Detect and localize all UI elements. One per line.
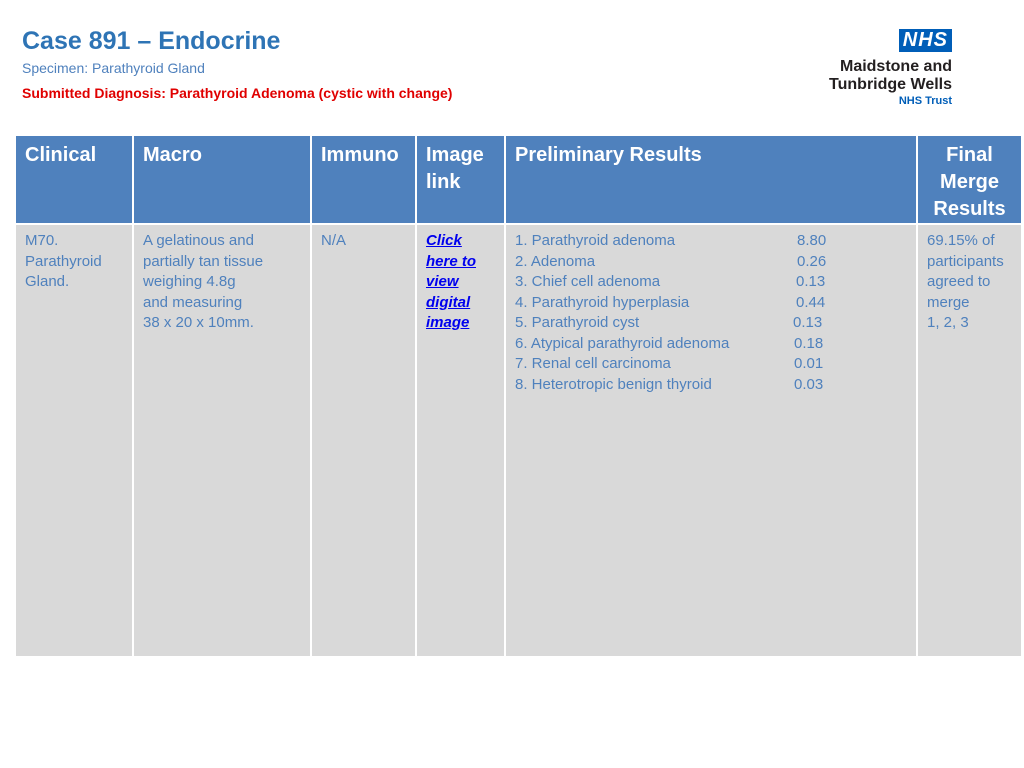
result-score: 0.44 — [796, 293, 826, 311]
result-name: 7. Renal cell carcinoma — [515, 355, 671, 372]
macro-line: weighing 4.8g — [143, 273, 236, 290]
immuno-cell: N/A — [311, 224, 416, 657]
header-macro: Macro — [133, 135, 311, 224]
header-preliminary-results: Preliminary Results — [505, 135, 917, 224]
result-score: 0.01 — [794, 355, 824, 372]
result-score: 0.13 — [796, 273, 826, 290]
org-name-line-1: Maidstone and — [839, 58, 952, 75]
view-digital-image-link[interactable] — [426, 231, 495, 334]
result-item — [515, 231, 907, 252]
image-link-line: digital — [426, 293, 471, 311]
final-line: 69.15% of — [927, 232, 995, 249]
image-link-line: Click — [426, 232, 462, 249]
nhs-trust-logo — [812, 29, 952, 108]
result-item — [515, 375, 907, 396]
image-link-line: here to — [426, 252, 477, 270]
result-score: 8.80 — [797, 232, 827, 249]
case-header — [22, 26, 452, 102]
macro-line: 38 x 20 x 10mm. — [143, 314, 254, 331]
result-score: 0.13 — [793, 314, 823, 331]
result-name: 6. Atypical parathyroid adenoma — [515, 334, 730, 352]
table-row — [15, 224, 1022, 657]
page-title: Case 891 – Endocrine — [22, 27, 281, 55]
header-image-link: Image link — [416, 135, 505, 224]
clinical-line: Parathyroid — [25, 252, 102, 270]
result-score: 0.26 — [797, 252, 827, 270]
macro-line: partially tan tissue — [143, 252, 264, 270]
preliminary-results-cell — [505, 224, 917, 657]
result-score: 0.18 — [794, 334, 824, 352]
image-link-cell — [416, 224, 505, 657]
image-link-line: image — [426, 314, 470, 331]
result-name: 1. Parathyroid adenoma — [515, 232, 676, 249]
result-score: 0.03 — [794, 375, 824, 393]
result-name: 3. Chief cell adenoma — [515, 273, 661, 290]
result-item — [515, 272, 907, 293]
result-name: 5. Parathyroid cyst — [515, 314, 640, 331]
macro-line: A gelatinous and — [143, 232, 254, 249]
result-name: 2. Adenoma — [515, 252, 596, 270]
final-line: participants — [927, 252, 1004, 270]
table-header-row — [15, 135, 1022, 224]
result-item — [515, 252, 907, 273]
result-item — [515, 354, 907, 375]
result-item — [515, 313, 907, 334]
trust-label: NHS Trust — [898, 95, 952, 107]
header-immuno: Immuno — [311, 135, 416, 224]
macro-line: and measuring — [143, 293, 243, 311]
case-table — [14, 134, 1023, 658]
nhs-badge: NHS — [899, 29, 952, 52]
result-name: 8. Heterotropic benign thyroid — [515, 375, 712, 393]
clinical-line: Gland. — [25, 273, 70, 290]
submitted-diagnosis: Submitted Diagnosis: Parathyroid Adenoma (cystic with change) — [22, 85, 453, 101]
header-clinical: Clinical — [15, 135, 133, 224]
result-item — [515, 293, 907, 314]
header-final-merge-results: Final Merge Results — [917, 135, 1022, 224]
image-link-line: view — [426, 273, 459, 290]
final-line: 1, 2, 3 — [927, 314, 969, 331]
specimen-label: Specimen: Parathyroid Gland — [22, 60, 205, 76]
final-line: merge — [927, 293, 970, 311]
org-name-line-2: Tunbridge Wells — [829, 76, 952, 93]
macro-cell — [133, 224, 311, 657]
final-line: agreed to — [927, 273, 991, 290]
result-name: 4. Parathyroid hyperplasia — [515, 293, 690, 311]
clinical-cell — [15, 224, 133, 657]
final-merge-cell — [917, 224, 1022, 657]
result-item — [515, 334, 907, 355]
clinical-line: M70. — [25, 232, 59, 249]
